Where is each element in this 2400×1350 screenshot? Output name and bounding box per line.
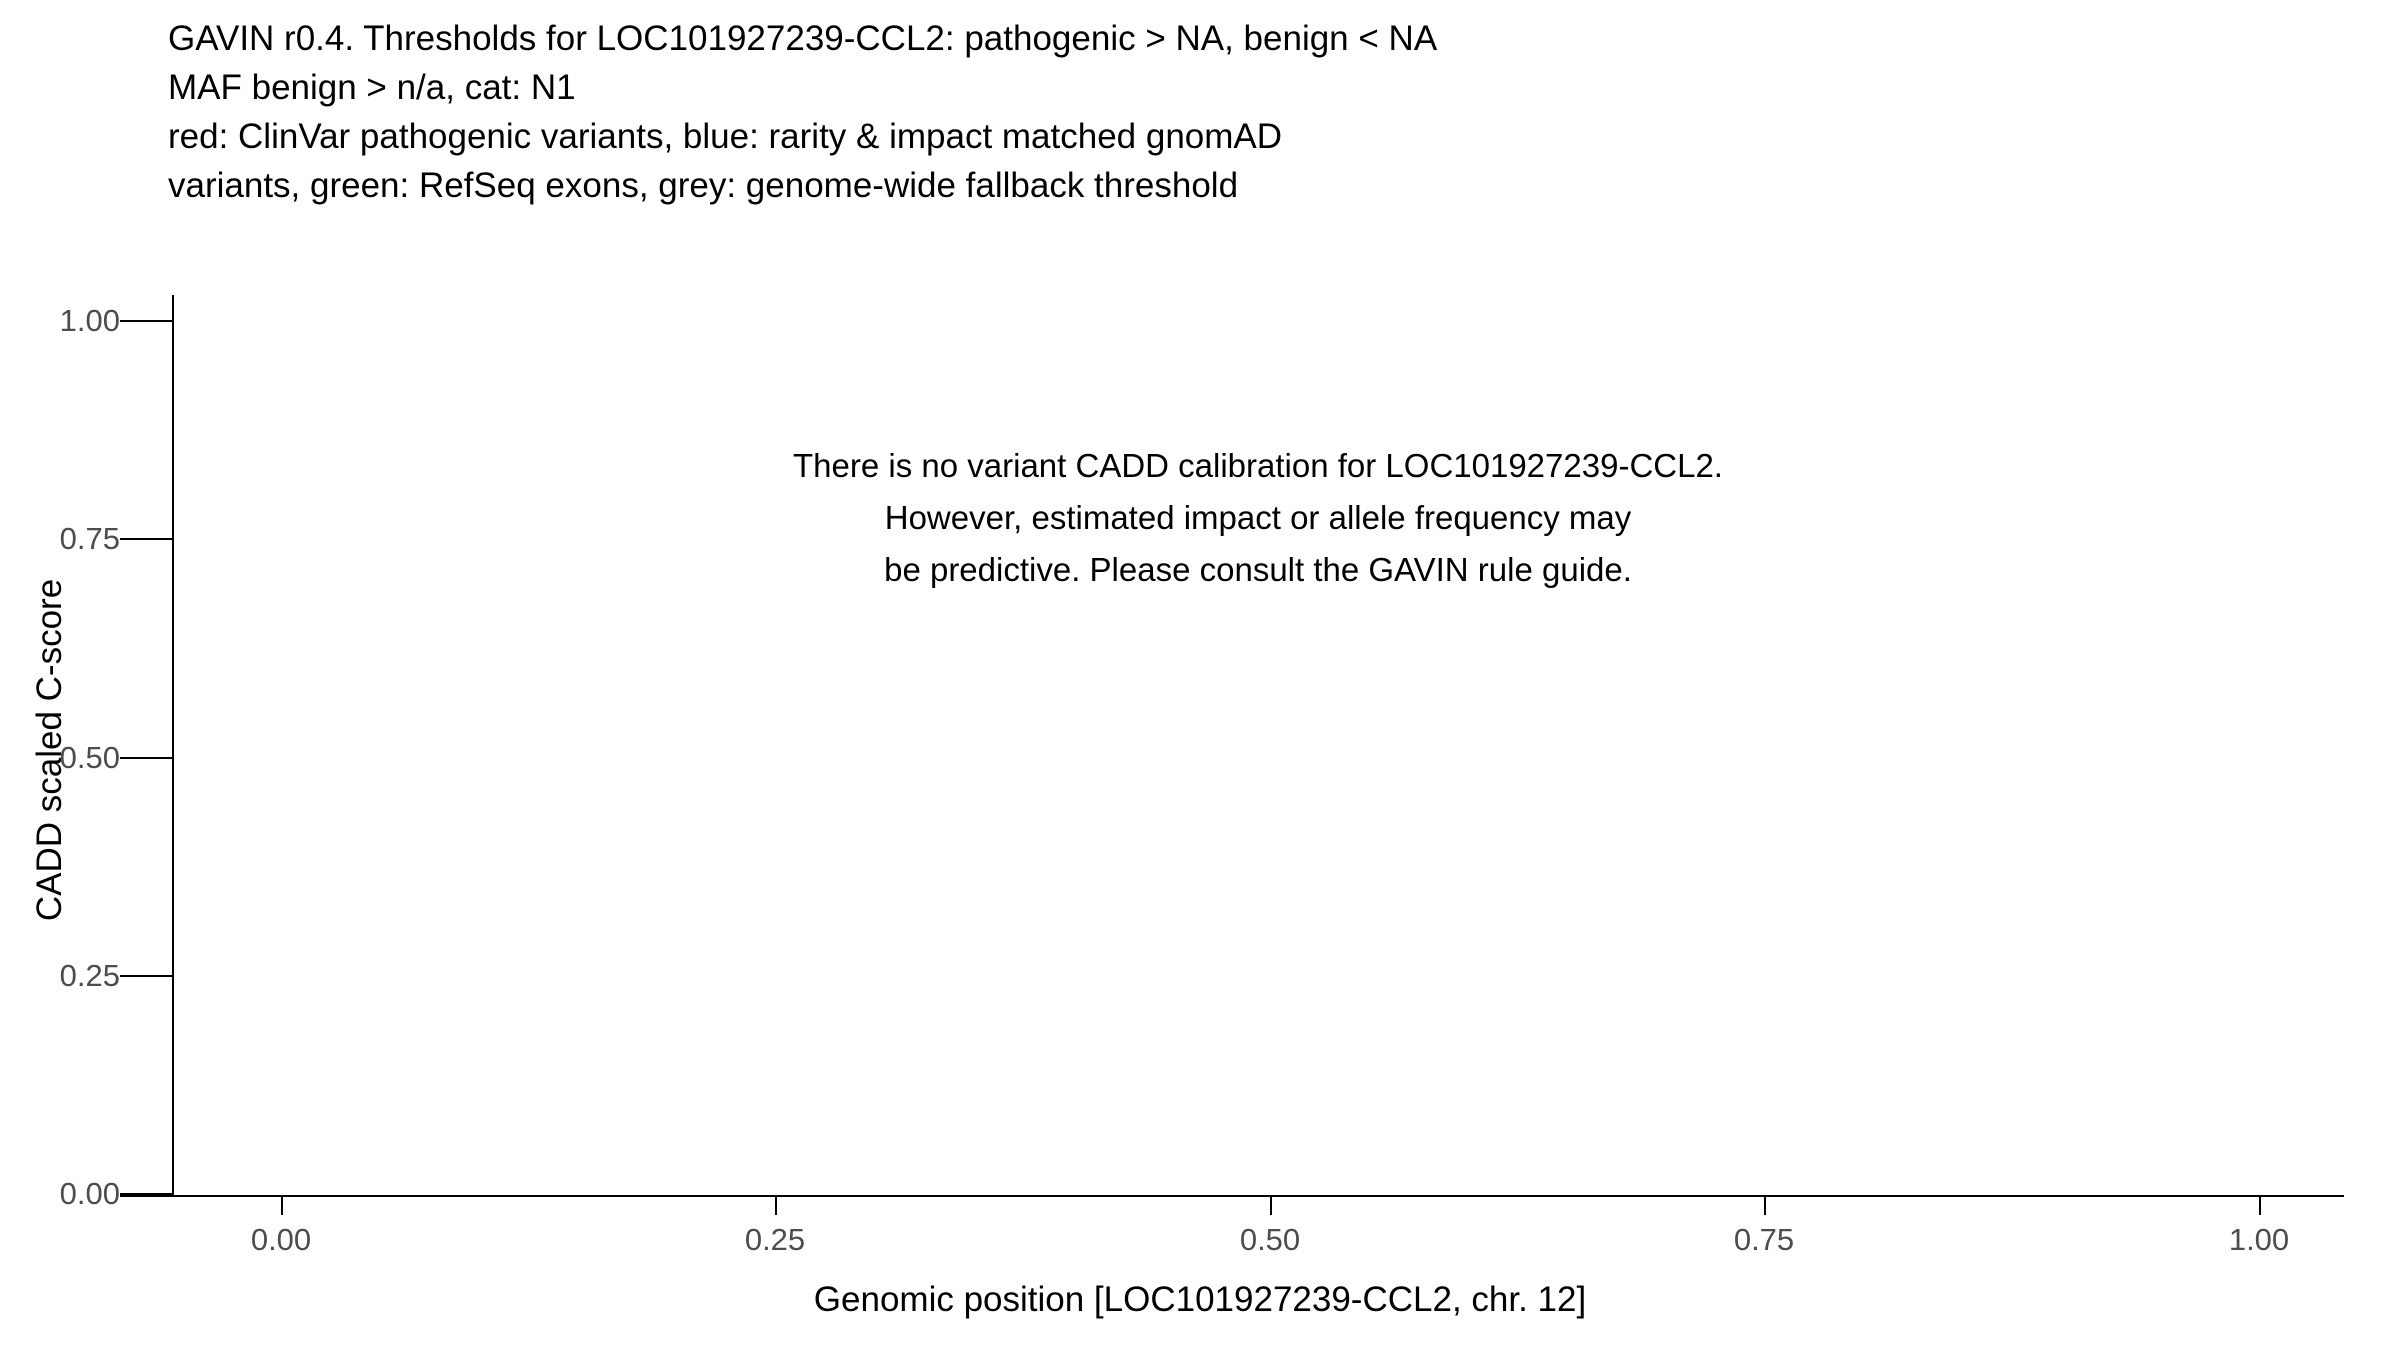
chart-title-line-1: GAVIN r0.4. Thresholds for LOC101927239-CCL2: pathogenic > NA, benign < NA xyxy=(168,19,1438,58)
y-tick-label-0.25: 0.25 xyxy=(59,958,120,993)
x-tick-label-0.75: 0.75 xyxy=(1733,1222,1795,1257)
chart-title-line-3: red: ClinVar pathogenic variants, blue: rarity & impact matched gnomAD xyxy=(168,117,1283,156)
y-tick-label-0.50: 0.50 xyxy=(59,740,120,775)
plot-panel xyxy=(172,295,2344,1195)
y-axis-line xyxy=(172,295,174,1195)
chart-title-line-4: variants, green: RefSeq exons, grey: genome-wide fallback threshold xyxy=(168,166,1239,205)
x-tick-label-1.00: 1.00 xyxy=(2228,1222,2290,1257)
plot-annotation-line-3: be predictive. Please consult the GAVIN rule guide. xyxy=(884,551,1632,588)
plot-annotation-line-2: However, estimated impact or allele frequency may xyxy=(884,499,1632,536)
x-tick-mark xyxy=(775,1195,777,1215)
y-tick-label-0.00: 0.00 xyxy=(59,1176,120,1211)
x-axis-line xyxy=(120,1195,2344,1197)
x-tick-label-0.50: 0.50 xyxy=(1239,1222,1301,1257)
y-tick-mark xyxy=(120,757,172,759)
x-axis-title: Genomic position [LOC101927239-CCL2, chr. 12] xyxy=(813,1280,1587,1319)
y-tick-label-0.75: 0.75 xyxy=(59,521,120,556)
x-tick-label-0.00: 0.00 xyxy=(250,1222,312,1257)
y-tick-label-1.00: 1.00 xyxy=(59,303,120,338)
x-tick-mark xyxy=(2259,1195,2261,1215)
plot-annotation-line-1: There is no variant CADD calibration for LOC101927239-CCL2. xyxy=(793,447,1723,484)
chart-title-line-2: MAF benign > n/a, cat: N1 xyxy=(168,68,576,107)
chart-title xyxy=(168,14,2348,210)
x-tick-label-0.25: 0.25 xyxy=(744,1222,806,1257)
y-tick-mark xyxy=(120,1193,172,1195)
plot-annotation xyxy=(172,440,2344,596)
x-tick-mark xyxy=(1764,1195,1766,1215)
x-tick-mark xyxy=(1270,1195,1272,1215)
y-axis-title: CADD scaled C-score xyxy=(30,578,69,922)
x-tick-mark xyxy=(281,1195,283,1215)
y-tick-mark xyxy=(120,320,172,322)
y-tick-mark xyxy=(120,975,172,977)
y-tick-mark xyxy=(120,538,172,540)
